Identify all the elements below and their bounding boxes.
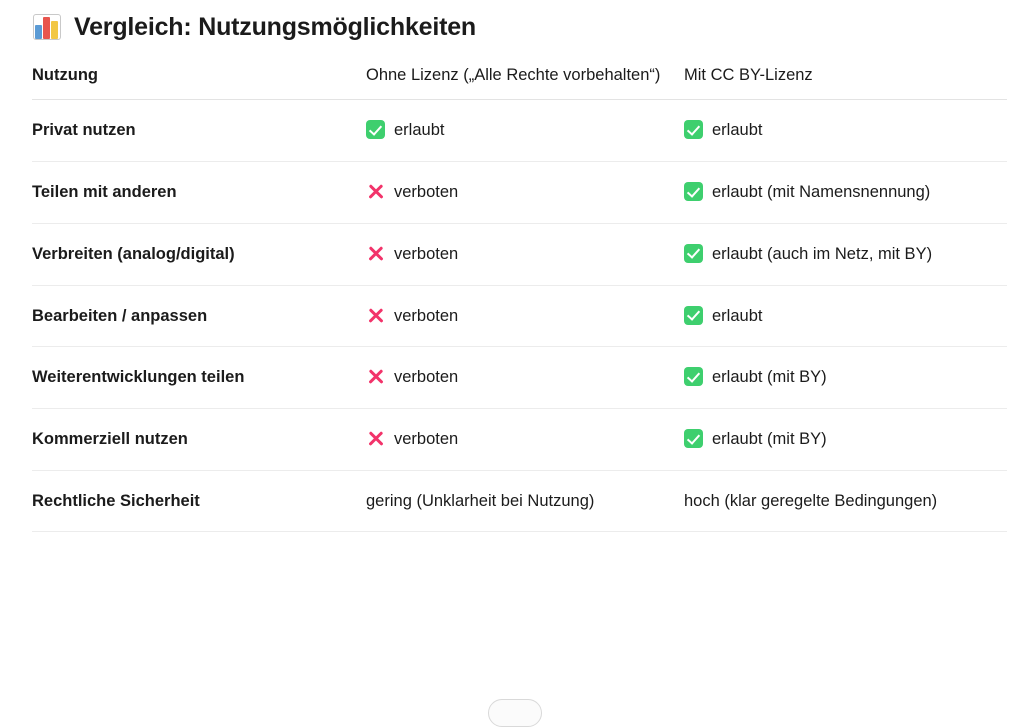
cell-text: verboten bbox=[394, 244, 459, 263]
cell-text: erlaubt (mit Namensnennung) bbox=[712, 183, 931, 202]
row-label: Teilen mit anderen bbox=[32, 162, 366, 224]
row-label: Weiterentwicklungen teilen bbox=[32, 347, 366, 409]
bar-chart-icon bbox=[32, 12, 62, 42]
table-row bbox=[32, 409, 1007, 471]
column-header-usage: Nutzung bbox=[32, 64, 366, 100]
cell-text: erlaubt bbox=[712, 306, 763, 325]
cell-no-license bbox=[366, 100, 684, 162]
row-label: Privat nutzen bbox=[32, 100, 366, 162]
table-row bbox=[32, 223, 1007, 285]
check-icon bbox=[684, 182, 703, 201]
row-label: Rechtliche Sicherheit bbox=[32, 470, 366, 532]
column-header-no-license: Ohne Lizenz („Alle Rechte vorbehalten“) bbox=[366, 64, 684, 100]
column-header-cc-by: Mit CC BY-Lizenz bbox=[684, 64, 1007, 100]
page-title bbox=[0, 6, 1011, 42]
cell-text: erlaubt (mit BY) bbox=[712, 368, 827, 387]
cross-icon bbox=[366, 429, 385, 448]
cell-no-license bbox=[366, 409, 684, 471]
table-row bbox=[32, 285, 1007, 347]
cell-text: gering (Unklarheit bei Nutzung) bbox=[366, 491, 595, 510]
table-row bbox=[32, 347, 1007, 409]
table-row bbox=[32, 470, 1007, 532]
cell-cc-by bbox=[684, 409, 1007, 471]
cell-cc-by bbox=[684, 285, 1007, 347]
table-row bbox=[32, 100, 1007, 162]
cell-text: erlaubt bbox=[394, 121, 445, 140]
comparison-table bbox=[32, 64, 1007, 532]
row-label: Verbreiten (analog/digital) bbox=[32, 223, 366, 285]
check-icon bbox=[366, 120, 385, 139]
cell-cc-by bbox=[684, 223, 1007, 285]
row-label: Kommerziell nutzen bbox=[32, 409, 366, 471]
cross-icon bbox=[366, 367, 385, 386]
check-icon bbox=[684, 306, 703, 325]
cell-no-license bbox=[366, 223, 684, 285]
cell-cc-by bbox=[684, 470, 1007, 532]
check-icon bbox=[684, 120, 703, 139]
cell-text: verboten bbox=[394, 368, 459, 387]
cell-text: erlaubt bbox=[712, 121, 763, 140]
cross-icon bbox=[366, 182, 385, 201]
cell-text: erlaubt (auch im Netz, mit BY) bbox=[712, 244, 933, 263]
row-label: Bearbeiten / anpassen bbox=[32, 285, 366, 347]
cell-text: erlaubt (mit BY) bbox=[712, 430, 827, 449]
cross-icon bbox=[366, 244, 385, 263]
page-title-text: Vergleich: Nutzungsmöglichkeiten bbox=[74, 12, 476, 41]
cell-text: verboten bbox=[394, 306, 459, 325]
table-header bbox=[32, 64, 1007, 100]
cross-icon bbox=[366, 306, 385, 325]
table-header-row bbox=[32, 64, 1007, 100]
cell-text: verboten bbox=[394, 430, 459, 449]
cell-no-license bbox=[366, 347, 684, 409]
cell-cc-by bbox=[684, 347, 1007, 409]
cell-text: verboten bbox=[394, 183, 459, 202]
cell-cc-by bbox=[684, 162, 1007, 224]
table-row bbox=[32, 162, 1007, 224]
cell-cc-by bbox=[684, 100, 1007, 162]
check-icon bbox=[684, 429, 703, 448]
cell-text: hoch (klar geregelte Bedingungen) bbox=[684, 491, 938, 510]
cell-no-license bbox=[366, 285, 684, 347]
cell-no-license bbox=[366, 162, 684, 224]
table-body bbox=[32, 100, 1007, 532]
check-icon bbox=[684, 244, 703, 263]
partially-visible-control[interactable] bbox=[488, 699, 542, 727]
check-icon bbox=[684, 367, 703, 386]
cell-no-license bbox=[366, 470, 684, 532]
